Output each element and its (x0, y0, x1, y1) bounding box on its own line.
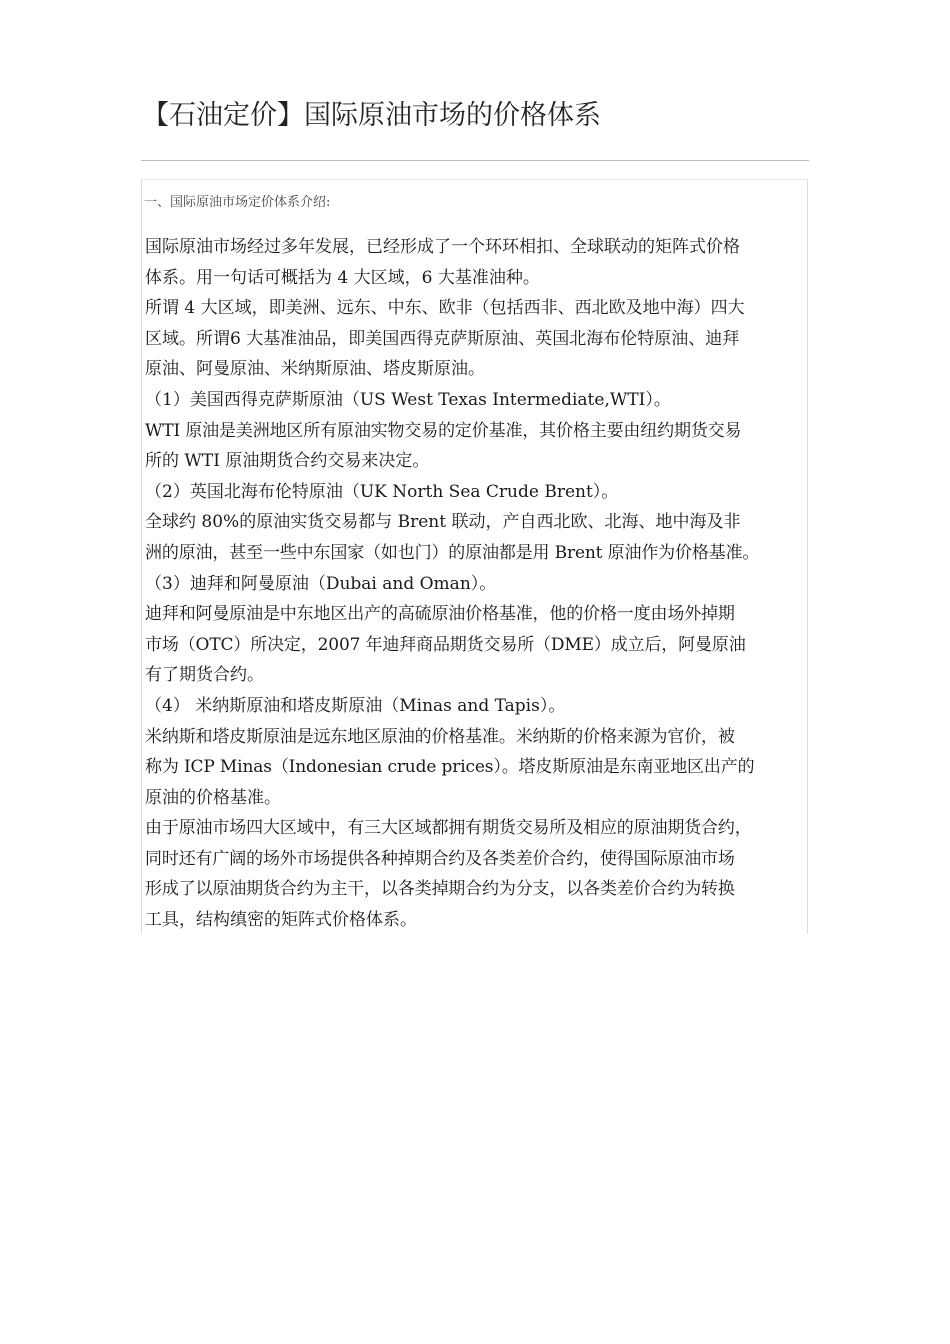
body-line: 原油的价格基准。 (145, 787, 281, 808)
body-line: （3）迪拜和阿曼原油（Dubai and Oman）。 (145, 573, 497, 594)
body-line: 称为 ICP Minas（Indonesian crude prices）。塔皮斯原油是东南亚地区出产的 (145, 757, 755, 778)
body-line: （1）美国西得克萨斯原油（US West Texas Intermediate,WTI）。 (145, 389, 671, 410)
page-title: 【石油定价】国际原油市场的价格体系 (142, 100, 601, 131)
body-line: 工具，结构缜密的矩阵式价格体系。 (145, 910, 417, 931)
body-line: 迪拜和阿曼原油是中东地区出产的高硫原油价格基准，他的价格一度由场外掉期 (145, 604, 735, 625)
title-divider (141, 160, 809, 161)
body-line: 所的 WTI 原油期货合约交易来决定。 (145, 451, 430, 472)
body-line: 洲的原油，甚至一些中东国家（如也门）的原油都是用 Brent 原油作为价格基准。 (145, 542, 760, 563)
body-line: 所谓 4 大区域，即美洲、远东、中东、欧非（包括西非、西北欧及地中海）四大 (145, 298, 745, 319)
body-line: 市场（OTC）所决定，2007 年迪拜商品期货交易所（DME）成立后，阿曼原油 (145, 634, 746, 655)
body-line: （4） 米纳斯原油和塔皮斯原油（Minas and Tapis）。 (145, 695, 566, 716)
body-line: 米纳斯和塔皮斯原油是远东地区原油的价格基准。米纳斯的价格来源为官价，被 (145, 726, 735, 747)
body-line: （2）英国北海布伦特原油（UK North Sea Crude Brent）。 (145, 481, 619, 502)
body-line: WTI 原油是美洲地区所有原油实物交易的定价基准，其价格主要由纽约期货交易 (145, 420, 742, 441)
body-line: 体系。用一句话可概括为 4 大区域，6 大基准油种。 (145, 267, 540, 288)
body-line: 区域。所谓6 大基准油品，即美国西得克萨斯原油、英国北海布伦特原油、迪拜 (145, 328, 740, 349)
body-line: 有了期货合约。 (145, 665, 264, 686)
body-line: 由于原油市场四大区域中，有三大区域都拥有期货交易所及相应的原油期货合约， (145, 818, 752, 839)
article-body (145, 232, 817, 936)
body-line: 原油、阿曼原油、米纳斯原油、塔皮斯原油。 (145, 359, 485, 380)
body-line: 同时还有广阔的场外市场提供各种掉期合约及各类差价合约，使得国际原油市场 (145, 848, 735, 869)
body-line: 形成了以原油期货合约为主干，以各类掉期合约为分支，以各类差价合约为转换 (145, 879, 735, 900)
body-line: 全球约 80%的原油实货交易都与 Brent 联动，产自西北欧、北海、地中海及非 (145, 512, 741, 533)
section-heading: 一、国际原油市场定价体系介绍: (144, 195, 331, 210)
body-line: 国际原油市场经过多年发展，已经形成了一个环环相扣、全球联动的矩阵式价格 (145, 237, 740, 257)
